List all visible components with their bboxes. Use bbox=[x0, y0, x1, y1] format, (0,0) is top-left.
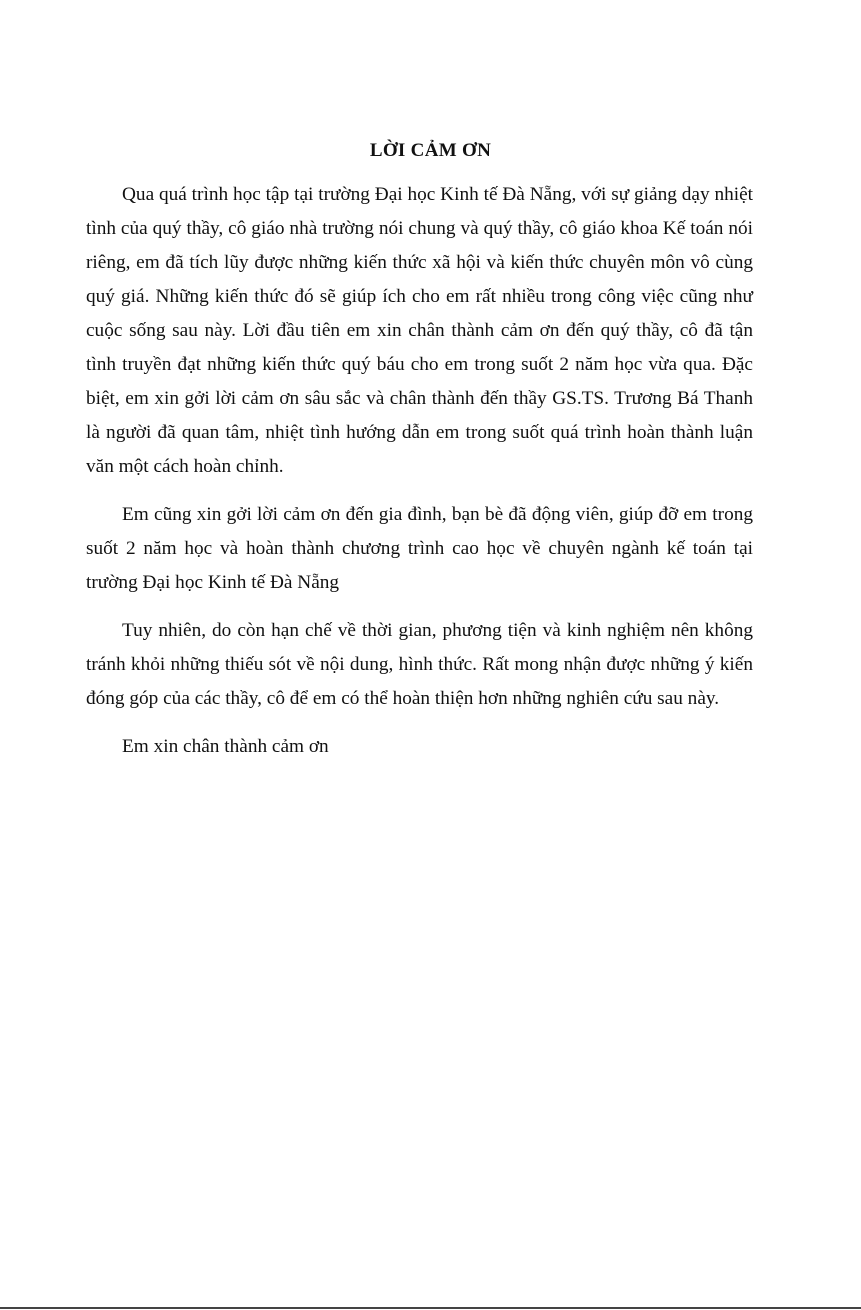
document-body bbox=[86, 178, 753, 764]
paragraph-gratitude-school: Qua quá trình học tập tại trường Đại học Kinh tế Đà Nẵng, với sự giảng dạy nhiệt tình của quý thầy, cô giáo nhà trường nói chung và quý thầy, cô giáo khoa Kế toán nói riêng, em đã tích lũy được những kiến thức xã hội và kiến thức chuyên môn vô cùng quý giá. Những kiến thức đó sẽ giúp ích cho em rất nhiều trong công việc cũng như cuộc sống sau này. Lời đầu tiên em xin chân thành cảm ơn đến quý thầy, cô đã tận tình truyền đạt những kiến thức quý báu cho em trong suốt 2 năm học vừa qua. Đặc biệt, em xin gởi lời cảm ơn sâu sắc và chân thành đến thầy GS.TS. Trương Bá Thanh là người đã quan tâm, nhiệt tình hướng dẫn em trong suốt quá trình hoàn thành luận văn một cách hoàn chỉnh. bbox=[86, 184, 753, 477]
page-bottom-border bbox=[0, 1307, 861, 1309]
page-title: LỜI CẢM ƠN bbox=[369, 140, 492, 161]
paragraph-closing: Em xin chân thành cảm ơn bbox=[122, 736, 329, 757]
paragraph-limitations: Tuy nhiên, do còn hạn chế về thời gian, phương tiện và kinh nghiệm nên không tránh khỏi những thiếu sót về nội dung, hình thức. Rất mong nhận được những ý kiến đóng góp của các thầy, cô để em có thể hoàn thiện hơn những nghiên cứu sau này. bbox=[86, 620, 753, 709]
paragraph-gratitude-family: Em cũng xin gởi lời cảm ơn đến gia đình, bạn bè đã động viên, giúp đỡ em trong suốt 2 năm học và hoàn thành chương trình cao học về chuyên ngành kế toán tại trường Đại học Kinh tế Đà Nẵng bbox=[86, 504, 753, 593]
